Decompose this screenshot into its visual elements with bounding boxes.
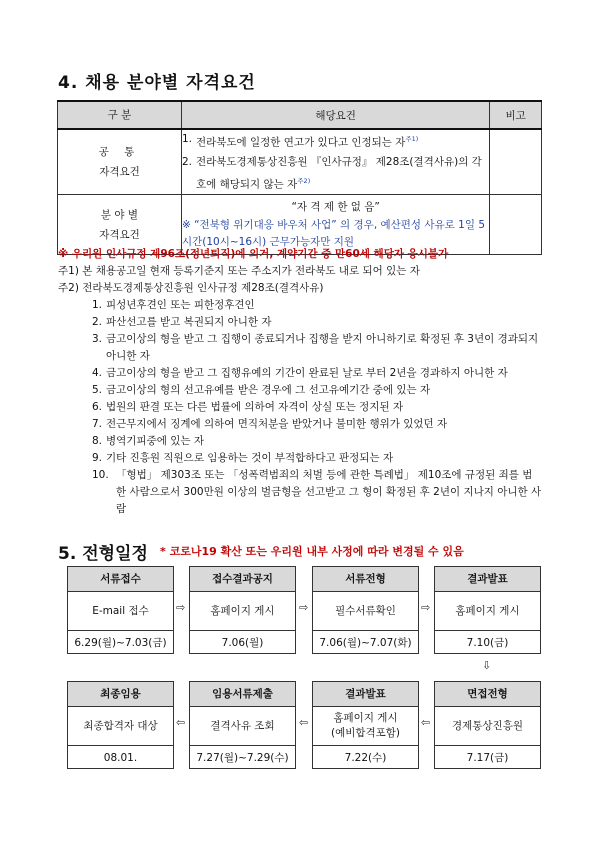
- step-detail: E-mail 접수: [68, 592, 173, 631]
- disqualification-item: 10. 「형법」 제303조 또는 「성폭력범죄의 처벌 등에 관한 특례법」 제10조에 규정된 죄를 범한 사람으로서 300만원 이상의 벌금형을 선고받고 그 형이 확정된 후 2년이 지나지 아니한 사람: [92, 469, 542, 515]
- requirements-table: [57, 100, 542, 255]
- disqualification-item: 1. 피성년후견인 또는 피한정후견인: [92, 299, 255, 311]
- step-date: 08.01.: [103, 752, 138, 764]
- header-category: 구 분: [58, 101, 182, 129]
- step-detail: 필수서류확인: [313, 592, 418, 631]
- schedule-step: [67, 681, 174, 769]
- disqualification-item: 8. 병역기피중에 있는 자: [92, 435, 204, 447]
- arrow-right-icon: ⇨: [421, 601, 431, 614]
- step-title: 임용서류제출: [190, 682, 295, 707]
- step-detail: 홈페이지 게시 (예비합격포함): [313, 707, 418, 746]
- step-date: 6.29(월)~7.03(금): [74, 637, 167, 649]
- arrow-left-icon: ⇦: [176, 716, 186, 729]
- arrow-right-icon: ⇨: [176, 601, 186, 614]
- step-detail: 경제통상진흥원: [435, 707, 540, 746]
- step-date: 7.22(수): [344, 752, 387, 764]
- disqualification-item: 4. 금고이상의 형을 받고 그 집행유예의 기간이 완료된 날로 부터 2년을 경과하지 아니한 자: [92, 367, 508, 379]
- disqualification-item: 7. 전근무지에서 징계에 의하여 면직처분을 받았거나 불미한 행위가 있었던 자: [92, 418, 448, 430]
- age-notice: ※ 우리원 인사규정 제96조(정년퇴직)에 의거, 계약기간 중 만60세 해당자 응시불가: [58, 248, 449, 260]
- step-title: 면접전형: [435, 682, 540, 707]
- footnote-ref: 주1): [405, 135, 419, 143]
- schedule-step: [434, 681, 541, 769]
- step-title: 서류전형: [313, 567, 418, 592]
- step-detail: 홈페이지 게시: [435, 592, 540, 631]
- section4-title: 4. 채용 분야별 자격요건: [58, 73, 256, 93]
- step-date: 7.17(금): [466, 752, 509, 764]
- step-title: 최종임용: [68, 682, 173, 707]
- step-detail: 홈페이지 게시: [190, 592, 295, 631]
- schedule-step: [434, 566, 541, 654]
- header-requirements: 해당요건: [181, 101, 489, 129]
- schedule-step: [312, 681, 419, 769]
- disqualification-item: 6. 법원의 판결 또는 다른 법률에 의하여 자격이 상실 또는 정지된 자: [92, 401, 404, 413]
- disqualification-item: 9. 기타 진흥원 직원으로 임용하는 것이 부적합하다고 판정되는 자: [92, 452, 394, 464]
- disqualification-list: [58, 297, 542, 518]
- step-title: 결과발표: [313, 682, 418, 707]
- step-detail: 결격사유 조회: [190, 707, 295, 746]
- footnote-1: 주1) 본 채용공고일 현재 등록기준지 또는 주소지가 전라북도 내로 되어 있는 자: [58, 265, 420, 277]
- common-req-item: 2. 전라북도경제통상진흥원 『인사규정』 제28조(결격사유)의 각호에 해당되지 않는 자$^{주2)}$: [181, 155, 482, 190]
- step-title: 서류접수: [68, 567, 173, 592]
- schedule-step: [189, 566, 296, 654]
- common-remarks: [490, 129, 542, 195]
- common-requirements: [181, 129, 489, 195]
- schedule-step: [67, 566, 174, 654]
- schedule-step: [189, 681, 296, 769]
- step-date: 7.10(금): [466, 637, 509, 649]
- step-title: 결과발표: [435, 567, 540, 592]
- arrow-right-icon: ⇨: [299, 601, 309, 614]
- disqualification-item: 2. 파산선고를 받고 복권되지 아니한 자: [92, 316, 272, 328]
- arrow-left-icon: ⇦: [299, 716, 309, 729]
- schedule-note: * 코로나19 확산 또는 우리원 내부 사정에 따라 변경될 수 있음: [160, 545, 464, 558]
- section5-title: 5. 전형일정: [58, 544, 148, 564]
- header-remarks: 비고: [490, 101, 542, 129]
- common-category: [58, 129, 182, 195]
- arrow-down-icon: ⇩: [482, 659, 492, 672]
- requirements-notes: [58, 246, 548, 518]
- field-category-line2: 자격요건: [99, 228, 140, 241]
- voucher-note: ※ “전북형 위기대응 바우처 사업” 의 경우, 예산편성 사유로 1일 5시간(10시~16시) 근무가능자만 지원: [181, 219, 486, 248]
- field-category-line1: 분 야 별: [100, 208, 139, 221]
- common-category-line1: 공 통: [98, 146, 141, 158]
- step-date: 7.06(월): [221, 637, 264, 649]
- step-detail: 최종합격자 대상: [68, 707, 173, 746]
- common-req-item: 1. 전라북도에 일정한 연고가 있다고 인정되는 자$^{주1)}$: [181, 133, 419, 149]
- no-restriction-text: “자 격 제 한 없 음”: [291, 201, 380, 213]
- footnote-2: 주2) 전라북도경제통상진흥원 인사규정 제28조(결격사유): [58, 282, 324, 294]
- arrow-left-icon: ⇦: [421, 716, 431, 729]
- step-title: 접수결과공지: [190, 567, 295, 592]
- disqualification-item: 5. 금고이상의 형의 선고유예를 받은 경우에 그 선고유예기간 중에 있는 자: [92, 384, 431, 396]
- disqualification-item: 3. 금고이상의 형을 받고 그 집행이 종료되거나 집행을 받지 아니하기로 확정된 후 3년이 경과되지 아니한 자: [92, 333, 539, 362]
- step-date: 7.06(월)~7.07(화): [319, 637, 412, 649]
- step-date: 7.27(월)~7.29(수): [196, 752, 289, 764]
- common-category-line2: 자격요건: [99, 166, 140, 178]
- schedule-step: [312, 566, 419, 654]
- footnote-ref: 주2): [297, 176, 311, 185]
